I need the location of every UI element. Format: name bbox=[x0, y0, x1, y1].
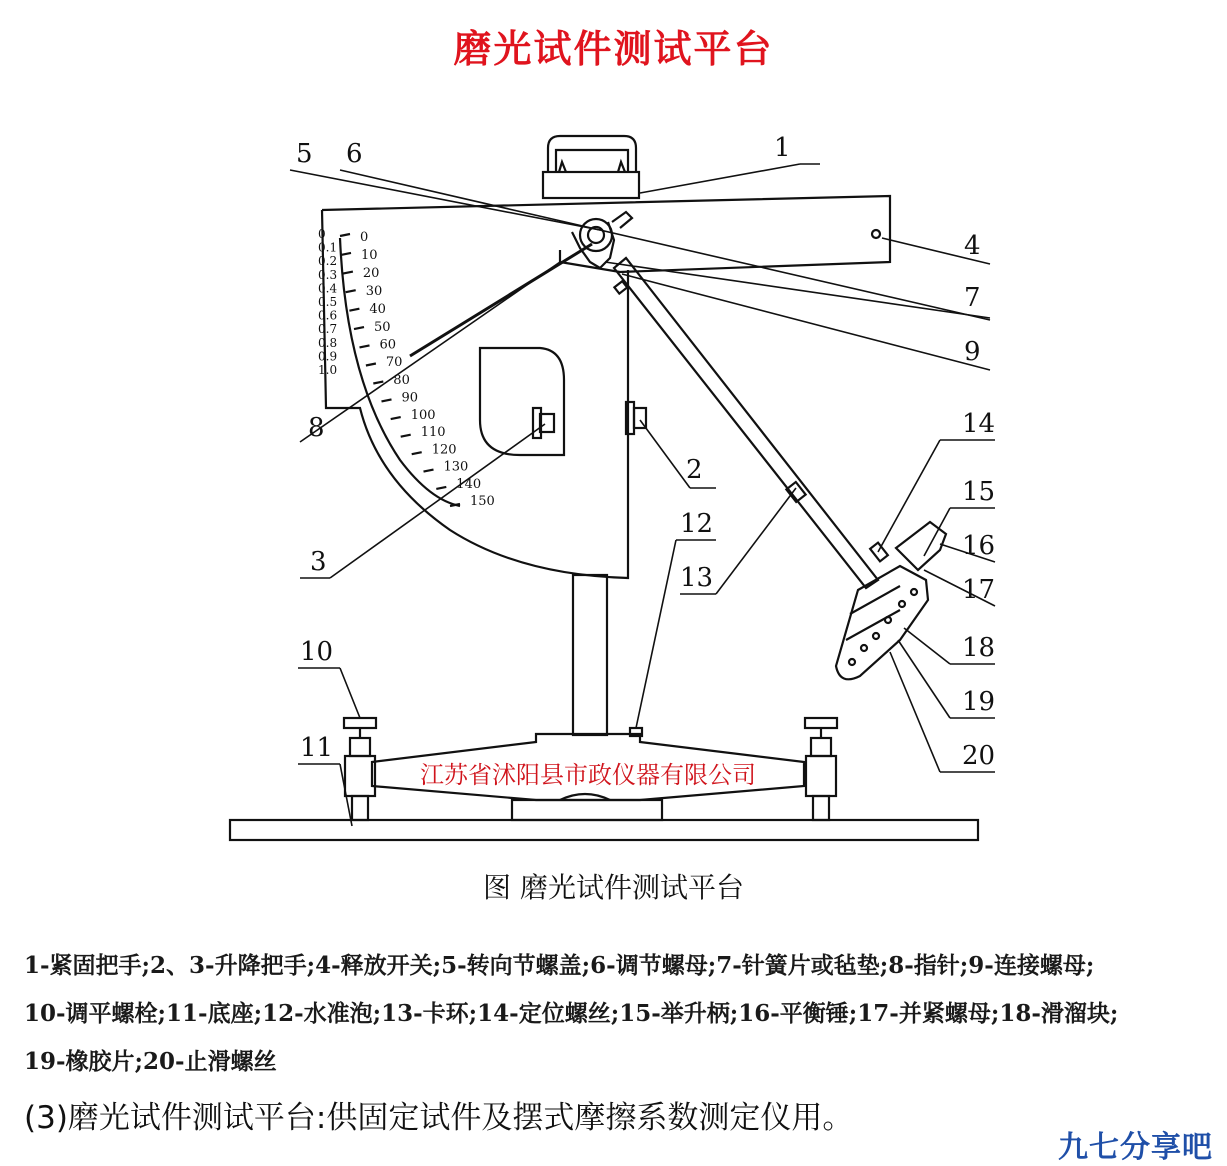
company-label: 江苏省沭阳县市政仪器有限公司 bbox=[420, 761, 756, 789]
scale-tick bbox=[354, 327, 364, 329]
callout-6: 6 bbox=[346, 139, 363, 169]
scale-tick bbox=[349, 309, 359, 311]
scale-label-outer: 40 bbox=[369, 302, 386, 317]
callout-18: 18 bbox=[962, 633, 996, 663]
legend-line: 1-紧固把手;2、3-升降把手;4-释放开关;5-转向节螺盖;6-调节螺母;7-针簧片或毡垫;8-指针;9-连接螺母; bbox=[24, 952, 1095, 979]
scale-label-inner: 0.6 bbox=[318, 308, 338, 323]
callout-3: 3 bbox=[310, 547, 327, 577]
scale-label-outer: 150 bbox=[470, 494, 495, 509]
scale-label-outer: 20 bbox=[362, 266, 380, 282]
callout-2: 2 bbox=[686, 455, 703, 485]
scale-label-outer: 130 bbox=[443, 459, 469, 475]
callout-1: 1 bbox=[774, 133, 791, 163]
scale-label-inner: 0.5 bbox=[318, 295, 338, 309]
callout-10: 10 bbox=[300, 637, 334, 667]
scale-tick bbox=[343, 272, 353, 274]
scale-label-outer: 70 bbox=[385, 355, 403, 371]
callout-16: 16 bbox=[962, 531, 996, 561]
scale-tick bbox=[382, 399, 392, 401]
scale-label-outer: 100 bbox=[410, 407, 436, 423]
callout-9: 9 bbox=[964, 337, 981, 367]
vertical-column bbox=[573, 575, 607, 735]
scale-label-inner: 1.0 bbox=[318, 363, 338, 377]
scale-label-inner: 0.3 bbox=[318, 267, 338, 282]
callout-13: 13 bbox=[680, 563, 714, 593]
scale-tick bbox=[360, 345, 370, 347]
pendulum-rod bbox=[614, 258, 878, 588]
watermark: 九七分享吧 bbox=[1058, 1130, 1213, 1165]
callout-7: 7 bbox=[964, 283, 981, 313]
scale-label-outer: 50 bbox=[374, 319, 391, 335]
base-center-block bbox=[512, 800, 662, 820]
specimen-holder bbox=[480, 348, 564, 455]
scale-tick bbox=[391, 417, 401, 419]
scale-label-inner: 0.4 bbox=[318, 281, 338, 296]
callout-15: 15 bbox=[962, 477, 996, 507]
parts-legend bbox=[24, 942, 1214, 1086]
scale-tick bbox=[366, 364, 376, 366]
scale-label-inner: 0 bbox=[318, 227, 326, 241]
base-plate bbox=[230, 820, 978, 840]
scale-tick bbox=[401, 435, 411, 437]
scale-label-inner: 0.1 bbox=[318, 240, 338, 255]
scale-label-outer: 30 bbox=[365, 284, 383, 300]
callout-5: 5 bbox=[296, 139, 313, 169]
scale-label-outer: 90 bbox=[401, 390, 419, 406]
scale-label-outer: 110 bbox=[420, 425, 446, 441]
scale-label-inner: 0.9 bbox=[318, 349, 338, 364]
scale-label-inner: 0.2 bbox=[318, 254, 338, 269]
page-title: 磨光试件测试平台 bbox=[453, 26, 774, 71]
scale-label-inner: 0.7 bbox=[318, 322, 338, 337]
callout-17: 17 bbox=[962, 575, 996, 605]
callout-11: 11 bbox=[300, 733, 334, 763]
callout-12: 12 bbox=[680, 509, 714, 539]
legend-line: 19-橡胶片;20-止滑螺丝 bbox=[24, 1048, 277, 1075]
head-box bbox=[543, 172, 639, 198]
purpose-text: (3)磨光试件测试平台:供固定试件及摆式摩擦系数测定仪用。 bbox=[24, 1100, 854, 1136]
scale-tick bbox=[341, 253, 351, 255]
scale-label-outer: 10 bbox=[361, 248, 378, 264]
scale-label-outer: 80 bbox=[393, 372, 410, 388]
scale-label-outer: 120 bbox=[431, 442, 457, 458]
callout-20: 20 bbox=[962, 741, 996, 771]
scale-tick bbox=[346, 290, 356, 292]
scale-tick bbox=[340, 234, 350, 236]
pivot-cap bbox=[580, 219, 612, 251]
scale-tick bbox=[412, 452, 422, 454]
scale-tick bbox=[436, 487, 446, 489]
pointer bbox=[410, 244, 592, 356]
legend-line: 10-调平螺栓;11-底座;12-水准泡;13-卡环;14-定位螺丝;15-举升柄;16-平衡锤;17-并紧螺母;18-滑溜块; bbox=[24, 1000, 1119, 1027]
callout-19: 19 bbox=[962, 687, 996, 717]
scale-label-outer: 60 bbox=[379, 337, 397, 353]
scale-tick bbox=[424, 470, 434, 472]
scale-label-outer: 0 bbox=[360, 230, 369, 245]
scale-tick bbox=[373, 382, 383, 384]
callout-4: 4 bbox=[964, 231, 981, 261]
callout-14: 14 bbox=[962, 409, 996, 439]
scale-label-inner: 0.8 bbox=[318, 335, 338, 350]
scale-label-outer: 140 bbox=[456, 476, 482, 492]
callout-8: 8 bbox=[308, 413, 325, 443]
figure-caption: 图 磨光试件测试平台 bbox=[483, 871, 744, 904]
